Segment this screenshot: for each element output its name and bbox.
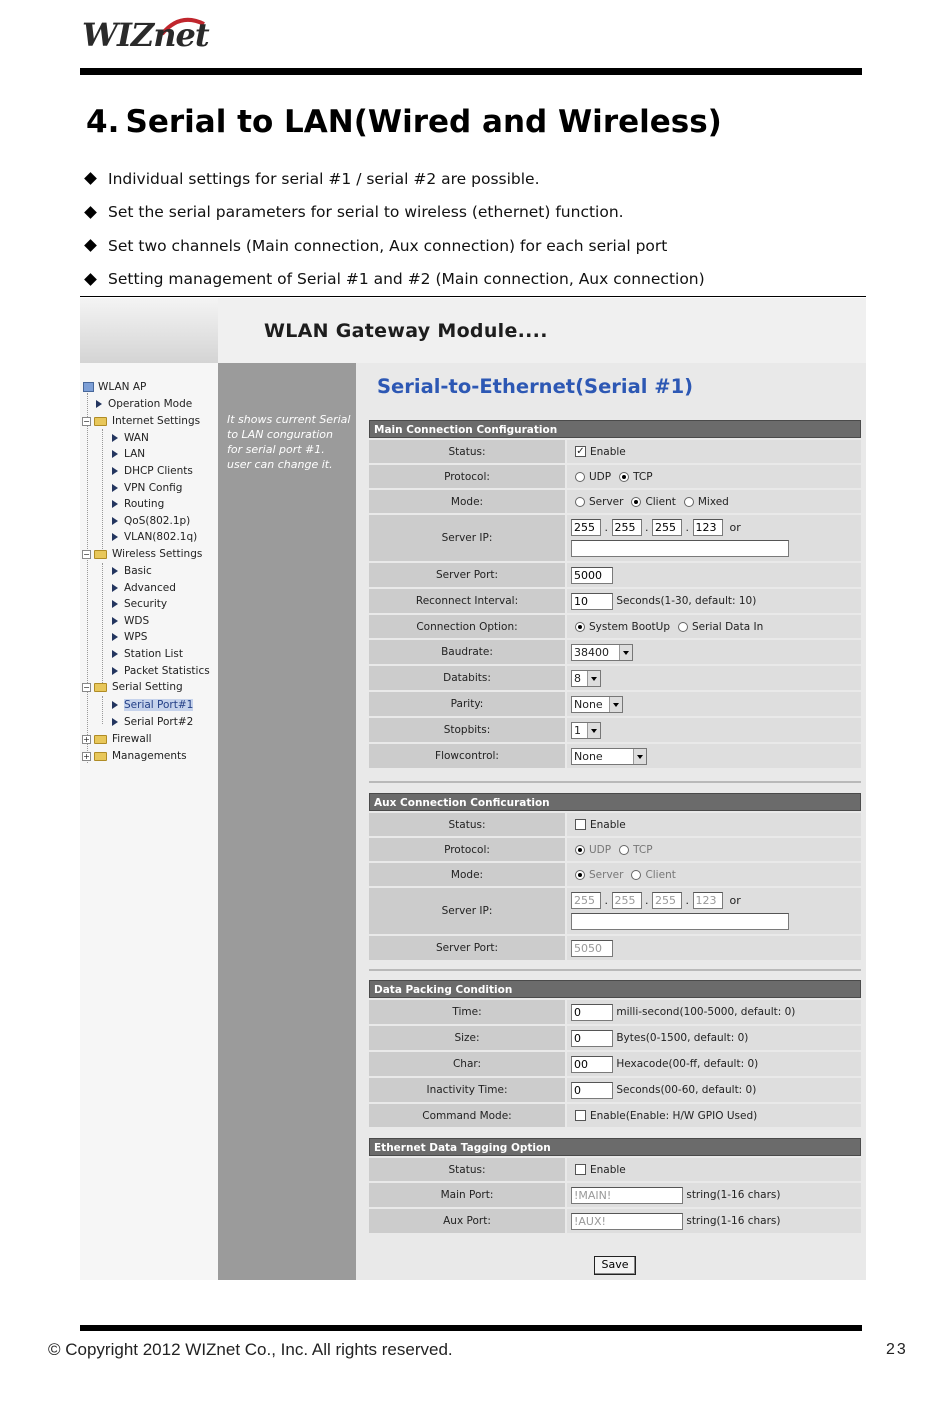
folder-open-icon — [94, 683, 107, 692]
diamond-bullet-icon — [84, 239, 97, 252]
chevron-down-icon — [619, 645, 632, 660]
table-row — [369, 936, 861, 962]
page-arrow-icon — [112, 650, 118, 658]
nav-item-station-list[interactable]: Station List — [112, 648, 183, 660]
select-value: 38400 — [574, 645, 609, 659]
ip-octet-3-input[interactable]: 255 — [652, 519, 682, 536]
status-label: Status: — [369, 1158, 565, 1181]
table-row — [369, 666, 861, 692]
page-arrow-icon — [112, 584, 118, 592]
tagging-status-checkbox[interactable] — [575, 1164, 586, 1175]
page-arrow-icon — [112, 617, 118, 625]
ip-octet-2-input[interactable]: 255 — [612, 519, 642, 536]
nav-item-operation-mode[interactable]: Operation Mode — [96, 398, 192, 410]
folder-icon — [94, 735, 107, 744]
screenshot-top-rule — [80, 296, 866, 297]
nav-folder-firewall[interactable]: + Firewall — [83, 733, 152, 745]
table-row — [369, 813, 861, 838]
page-number: 23 — [886, 1341, 908, 1358]
databits-select[interactable] — [571, 670, 601, 687]
banner-left-panel — [80, 298, 218, 363]
baudrate-label: Baudrate: — [369, 640, 565, 664]
page-heading: 4. Serial to LAN(Wired and Wireless) — [86, 104, 722, 140]
diamond-bullet-icon — [84, 273, 97, 286]
bullet-item — [82, 196, 882, 230]
table-row — [369, 838, 861, 863]
data-tagging-header: Ethernet Data Tagging Option — [369, 1138, 861, 1156]
main-port-label: Main Port: — [369, 1183, 565, 1207]
chevron-down-icon — [609, 697, 622, 712]
radio-label: Client — [645, 495, 676, 508]
table-row — [369, 490, 861, 515]
radio-label: UDP — [589, 470, 612, 483]
page-arrow-icon — [112, 667, 118, 675]
serial-data-in-radio[interactable] — [678, 622, 688, 632]
nav-item-advanced[interactable]: Advanced — [112, 582, 176, 594]
protocol-label: Protocol: — [369, 465, 565, 488]
reconnect-input[interactable]: 10 — [571, 593, 613, 610]
computer-icon — [83, 382, 94, 392]
chevron-down-icon — [587, 671, 600, 686]
bullet-item — [82, 162, 882, 196]
aux-mode-client-radio[interactable] — [631, 870, 641, 880]
nav-item-serial-port-2[interactable]: Serial Port#2 — [112, 716, 193, 728]
table-row — [369, 440, 861, 465]
status-label: Status: — [369, 813, 565, 836]
table-row — [369, 863, 861, 888]
collapse-icon: − — [83, 416, 90, 426]
time-label: Time: — [369, 1000, 565, 1024]
radio-label: TCP — [633, 470, 653, 483]
folder-open-icon — [94, 417, 107, 426]
time-note: milli-second(100-5000, default: 0) — [616, 1006, 796, 1018]
checkbox-label: Enable — [590, 445, 626, 458]
page-arrow-icon — [112, 484, 118, 492]
ip-octet-1-input[interactable]: 255 — [571, 519, 601, 536]
table-row — [369, 744, 861, 770]
collapse-icon: − — [83, 682, 90, 692]
bullet-item — [82, 229, 882, 263]
radio-label: UDP — [589, 843, 612, 856]
aux-port-note: string(1-16 chars) — [686, 1215, 781, 1227]
protocol-tcp-radio[interactable] — [619, 472, 629, 482]
table-row — [369, 589, 861, 615]
aux-status-checkbox[interactable] — [575, 819, 586, 830]
table-row — [369, 1052, 861, 1078]
main-connection-table — [369, 420, 861, 770]
table-row — [369, 1104, 861, 1129]
section-divider — [369, 969, 861, 971]
table-row — [369, 1183, 861, 1209]
parity-select[interactable] — [571, 696, 623, 713]
bullet-text: Set two channels (Main connection, Aux connection) for each serial port — [108, 236, 668, 255]
nav-tree — [80, 363, 218, 1280]
connection-option-label: Connection Option: — [369, 615, 565, 638]
page-arrow-icon — [112, 600, 118, 608]
aux-ip-octet-1-input[interactable]: 255 — [571, 892, 601, 909]
page-arrow-icon — [112, 533, 118, 541]
bullet-list — [82, 162, 882, 296]
baudrate-select[interactable] — [571, 644, 633, 661]
server-ip-label: Server IP: — [369, 515, 565, 561]
data-packing-header: Data Packing Condition — [369, 980, 861, 998]
bullet-item — [82, 263, 882, 297]
server-port-label: Server Port: — [369, 563, 565, 587]
banner — [218, 298, 866, 363]
aux-ip-octet-3-input[interactable]: 255 — [652, 892, 682, 909]
stopbits-label: Stopbits: — [369, 718, 565, 742]
char-label: Char: — [369, 1052, 565, 1076]
page-arrow-icon — [112, 500, 118, 508]
char-note: Hexacode(00-ff, default: 0) — [616, 1058, 759, 1070]
table-row — [369, 1158, 861, 1183]
status-label: Status: — [369, 440, 565, 463]
aux-connection-table — [369, 793, 861, 962]
radio-label: Serial Data In — [692, 620, 764, 633]
command-mode-checkbox[interactable] — [575, 1110, 586, 1121]
radio-label: Server — [589, 868, 624, 881]
table-row — [369, 615, 861, 640]
stopbits-select[interactable] — [571, 722, 601, 739]
main-port-note: string(1-16 chars) — [686, 1189, 781, 1201]
mode-label: Mode: — [369, 863, 565, 886]
or-label: or — [729, 894, 741, 907]
checkbox-label: Enable — [590, 1163, 626, 1176]
reconnect-label: Reconnect Interval: — [369, 589, 565, 613]
page-arrow-icon — [112, 467, 118, 475]
nav-item-dhcp-clients[interactable]: DHCP Clients — [112, 465, 193, 477]
aux-ip-octet-4-input[interactable]: 123 — [693, 892, 723, 909]
bullet-text: Individual settings for serial #1 / serial #2 are possible. — [108, 169, 540, 188]
web-ui-screenshot — [80, 298, 866, 1280]
nav-item-lan[interactable]: LAN — [112, 448, 145, 460]
save-button[interactable]: Save — [594, 1256, 636, 1275]
nav-item-wps[interactable]: WPS — [112, 631, 147, 643]
or-label: or — [729, 521, 741, 534]
protocol-udp-radio[interactable] — [575, 472, 585, 482]
select-value: 8 — [574, 671, 581, 685]
mode-label: Mode: — [369, 490, 565, 513]
time-input[interactable]: 0 — [571, 1004, 613, 1021]
nav-item-vlan[interactable]: VLAN(802.1q) — [112, 531, 197, 543]
nav-item-security[interactable]: Security — [112, 598, 167, 610]
checkbox-label: Enable — [590, 818, 626, 831]
select-value: 1 — [574, 723, 581, 737]
page-arrow-icon — [112, 567, 118, 575]
bullet-text: Setting management of Serial #1 and #2 (Main connection, Aux connection) — [108, 270, 705, 289]
data-packing-table — [369, 980, 861, 1129]
aux-port-tag-input[interactable]: !AUX! — [571, 1213, 683, 1230]
table-row: Server IP: 255 . 255 . 255 . 123 or — [369, 515, 861, 563]
checkbox-label: Enable(Enable: H/W GPIO Used) — [590, 1109, 758, 1122]
main-port-tag-input[interactable]: !MAIN! — [571, 1187, 683, 1204]
nav-folder-managements[interactable]: + Managements — [83, 750, 187, 762]
size-input[interactable]: 0 — [571, 1030, 613, 1047]
inactivity-label: Inactivity Time: — [369, 1078, 565, 1102]
diamond-bullet-icon — [84, 206, 97, 219]
aux-protocol-tcp-radio[interactable] — [619, 845, 629, 855]
logo-text: WIZnet — [82, 16, 209, 54]
protocol-label: Protocol: — [369, 838, 565, 861]
mode-mixed-radio[interactable] — [684, 497, 694, 507]
reconnect-note: Seconds(1-30, default: 10) — [616, 595, 757, 607]
char-input[interactable]: 00 — [571, 1056, 613, 1073]
inactivity-note: Seconds(00-60, default: 0) — [616, 1084, 757, 1096]
main-status-checkbox[interactable]: ✓ — [576, 446, 585, 457]
select-value: None — [574, 697, 603, 711]
server-port-label: Server Port: — [369, 936, 565, 960]
table-row — [369, 1209, 861, 1235]
expand-icon: + — [83, 734, 90, 744]
page-arrow-icon — [112, 450, 118, 458]
nav-item-wan[interactable]: WAN — [112, 432, 149, 444]
page-arrow-icon — [112, 434, 118, 442]
flowcontrol-label: Flowcontrol: — [369, 744, 565, 768]
nav-root-wlan-ap[interactable]: WLAN AP — [83, 381, 146, 393]
parity-label: Parity: — [369, 692, 565, 716]
table-row — [369, 718, 861, 744]
radio-label: Client — [645, 868, 676, 881]
radio-label: TCP — [633, 843, 653, 856]
main-connection-header: Main Connection Configuration — [369, 420, 861, 438]
data-tagging-table — [369, 1138, 861, 1235]
help-panel — [218, 363, 356, 1280]
main-panel — [356, 363, 866, 1280]
flowcontrol-select[interactable] — [571, 748, 647, 765]
server-ip-label: Server IP: — [369, 888, 565, 934]
nav-item-packet-statistics[interactable]: Packet Statistics — [112, 665, 210, 677]
expand-icon: + — [83, 751, 90, 761]
radio-label: Server — [589, 495, 624, 508]
select-value: None — [574, 749, 603, 763]
table-row — [369, 1026, 861, 1052]
table-row — [369, 465, 861, 490]
nav-folder-serial-setting[interactable]: − Serial Setting — [83, 681, 183, 693]
banner-title: WLAN Gateway Module.... — [264, 320, 548, 342]
table-row — [369, 640, 861, 666]
aux-mode-server-radio[interactable] — [575, 870, 585, 880]
help-text: It shows current Serial to LAN conguration for serial port #1. user can change it. — [227, 413, 351, 471]
nav-item-wds[interactable]: WDS — [112, 615, 149, 627]
aux-protocol-udp-radio[interactable] — [575, 845, 585, 855]
chevron-down-icon — [587, 723, 600, 738]
page-arrow-icon — [112, 701, 118, 709]
command-mode-label: Command Mode: — [369, 1104, 565, 1127]
bullet-text: Set the serial parameters for serial to wireless (ethernet) function. — [108, 203, 624, 222]
table-row: Server IP: 255 . 255 . 255 . 123 or — [369, 888, 861, 936]
aux-ip-octet-2-input[interactable]: 255 — [612, 892, 642, 909]
nav-folder-wireless-settings[interactable]: − Wireless Settings — [83, 548, 203, 560]
mode-server-radio[interactable] — [575, 497, 585, 507]
diamond-bullet-icon — [84, 172, 97, 185]
nav-item-vpn-config[interactable]: VPN Config — [112, 482, 182, 494]
page-arrow-icon — [96, 400, 102, 408]
ip-octet-4-input[interactable]: 123 — [693, 519, 723, 536]
size-note: Bytes(0-1500, default: 0) — [616, 1032, 749, 1044]
inactivity-input[interactable]: 0 — [571, 1082, 613, 1099]
section-divider — [369, 781, 861, 783]
aux-server-hostname-input[interactable] — [571, 913, 789, 930]
aux-server-port-input[interactable]: 5050 — [571, 940, 613, 957]
page-arrow-icon — [112, 718, 118, 726]
table-row — [369, 1000, 861, 1026]
aux-port-label: Aux Port: — [369, 1209, 565, 1233]
system-bootup-radio[interactable] — [575, 622, 585, 632]
table-row — [369, 1078, 861, 1104]
collapse-icon: − — [83, 549, 90, 559]
folder-icon — [94, 752, 107, 761]
nav-item-basic[interactable]: Basic — [112, 565, 152, 577]
server-port-input[interactable]: 5000 — [571, 567, 613, 584]
nav-item-routing[interactable]: Routing — [112, 498, 164, 510]
nav-item-qos[interactable]: QoS(802.1p) — [112, 515, 190, 527]
chevron-down-icon — [633, 749, 646, 764]
mode-client-radio[interactable] — [631, 497, 641, 507]
radio-label: Mixed — [697, 495, 729, 508]
page-arrow-icon — [112, 517, 118, 525]
radio-label: System BootUp — [589, 620, 671, 633]
footer-rule — [80, 1325, 862, 1331]
nav-item-serial-port-1[interactable]: Serial Port#1 — [112, 699, 193, 711]
form-title: Serial-to-Ethernet(Serial #1) — [377, 375, 694, 398]
size-label: Size: — [369, 1026, 565, 1050]
copyright-text: © Copyright 2012 WIZnet Co., Inc. All rights reserved. — [48, 1340, 453, 1359]
table-row — [369, 692, 861, 718]
folder-open-icon — [94, 550, 107, 559]
aux-connection-header: Aux Connection Conficuration — [369, 793, 861, 811]
nav-folder-internet-settings[interactable]: − Internet Settings — [83, 415, 201, 427]
server-hostname-input[interactable] — [571, 540, 789, 557]
page-arrow-icon — [112, 633, 118, 641]
header-rule — [80, 68, 862, 75]
table-row — [369, 563, 861, 589]
databits-label: Databits: — [369, 666, 565, 690]
